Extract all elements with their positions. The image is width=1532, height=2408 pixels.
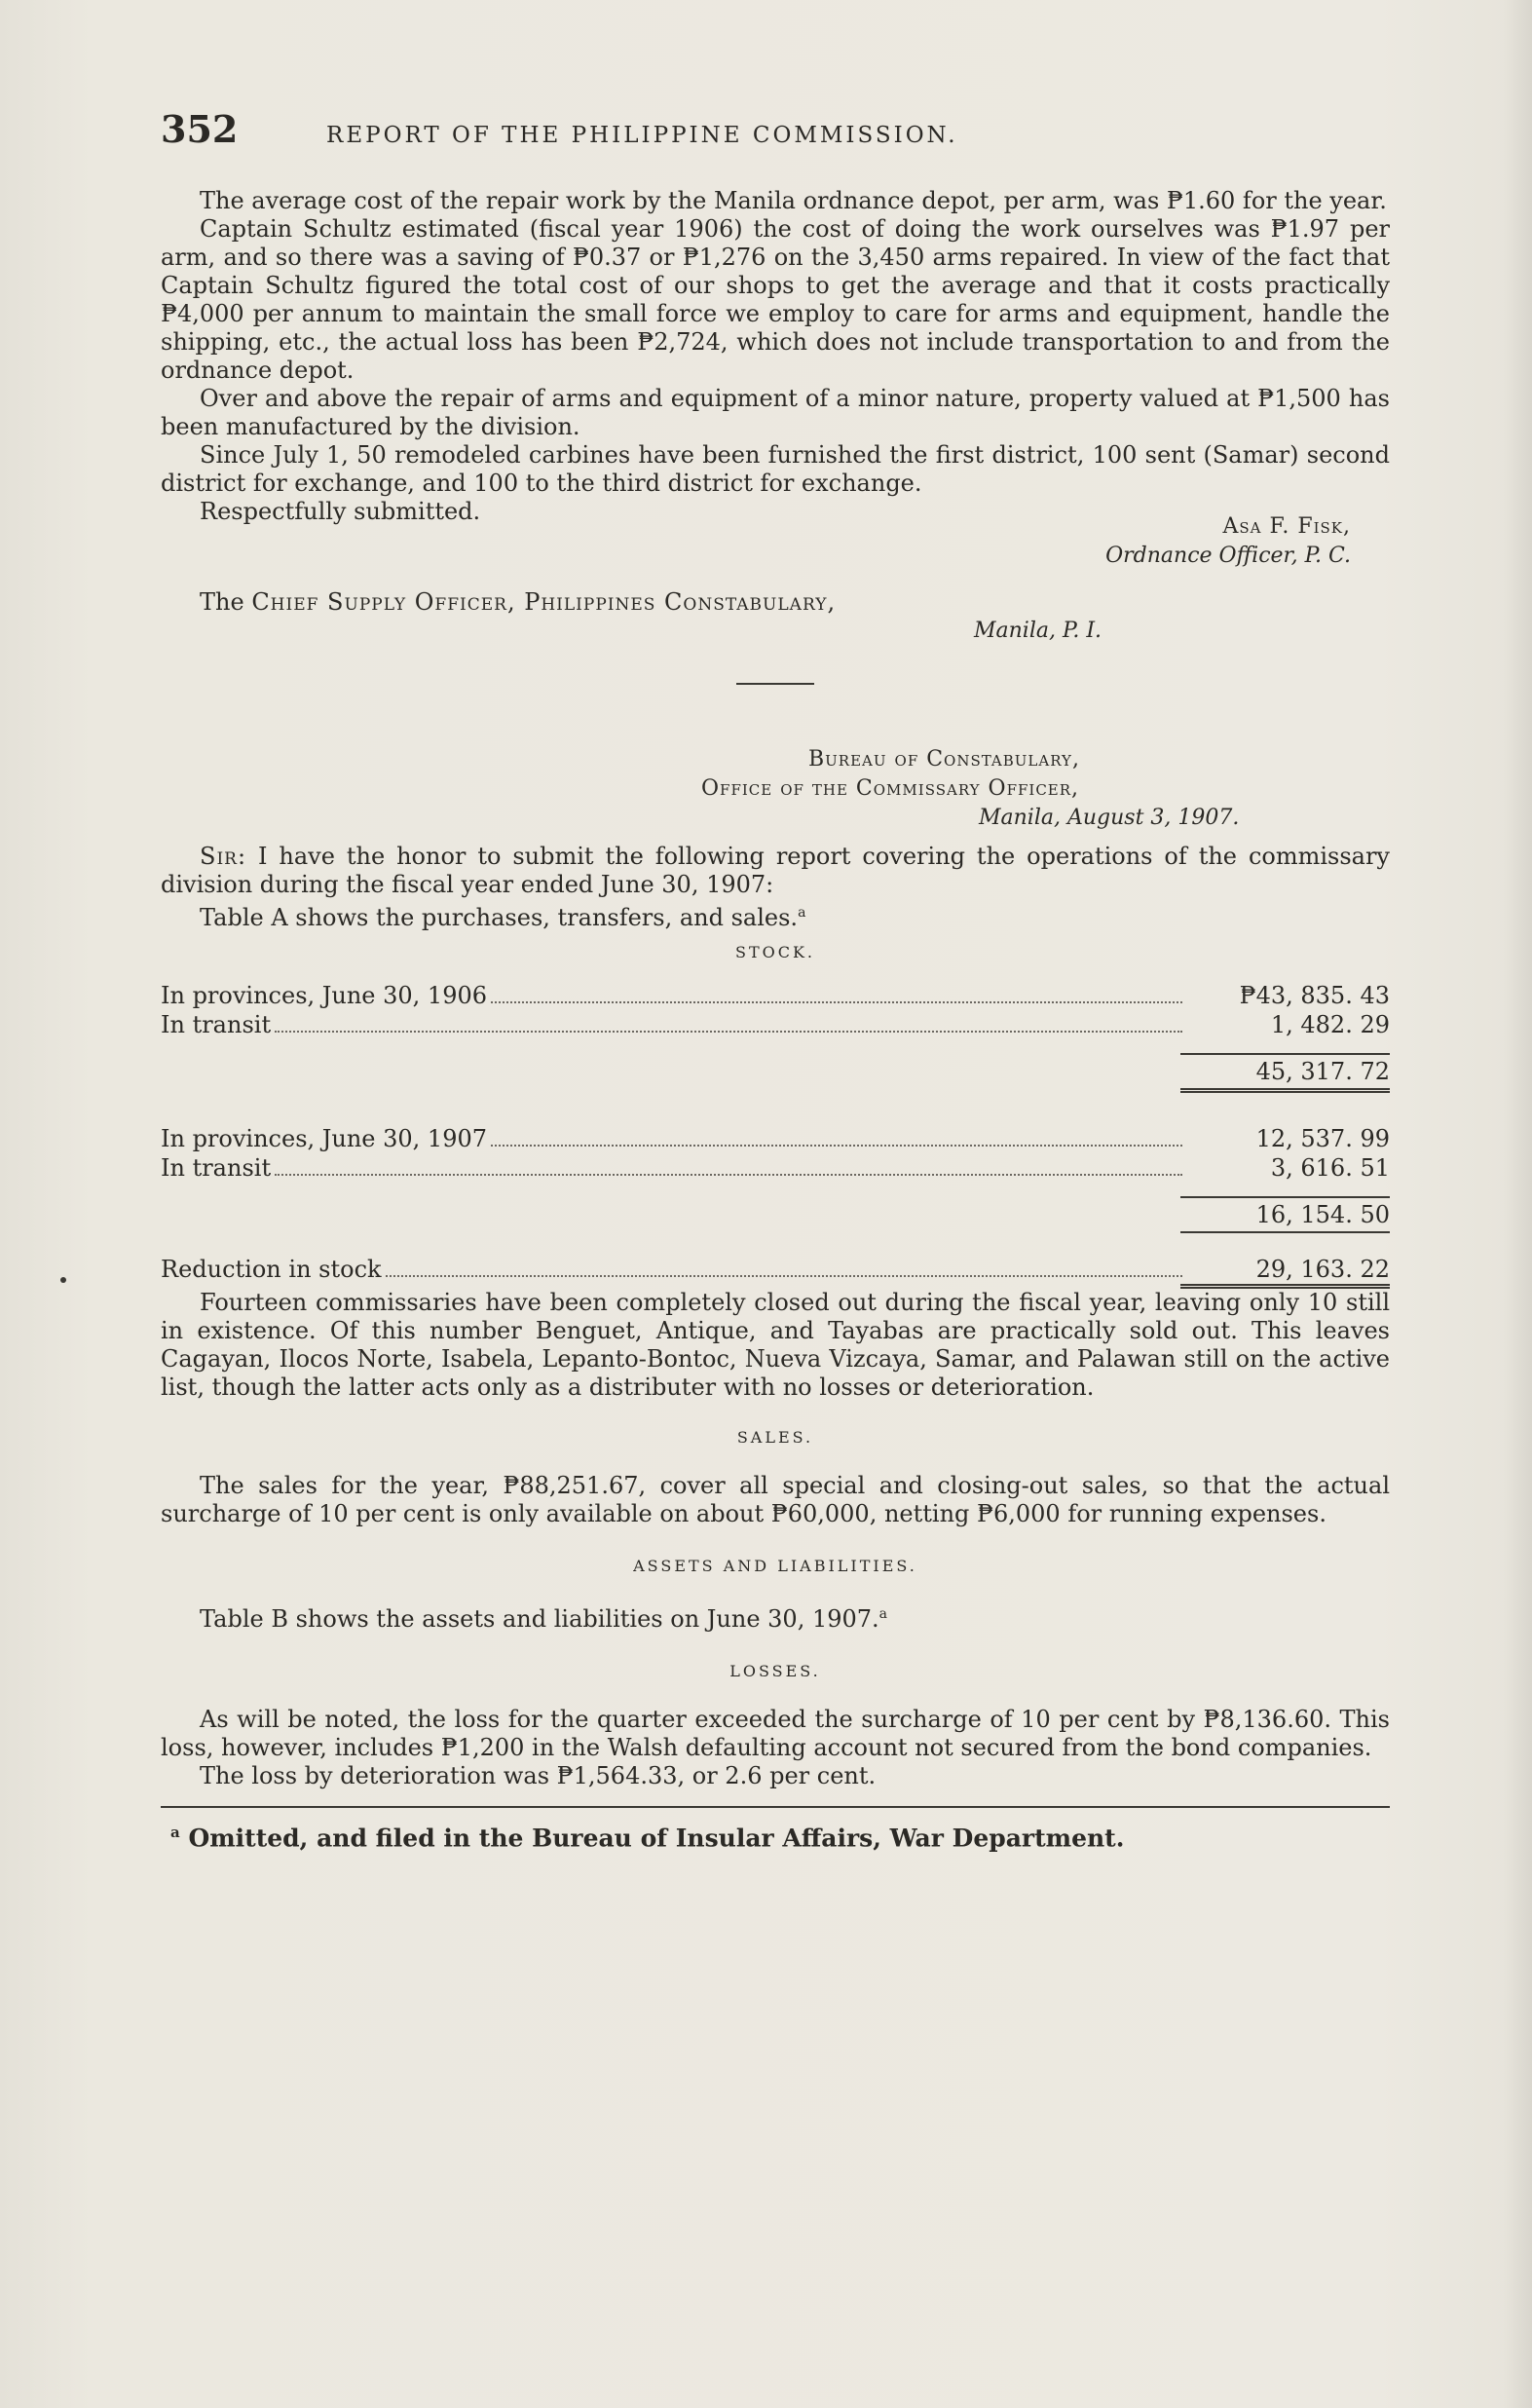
- footnote-marker: a: [170, 1824, 180, 1841]
- leader-dots: [275, 1174, 1182, 1176]
- paragraph-schultz-estimate: Captain Schultz estimated (fiscal year 1906) the cost of doing the work ourselves was ₱1.97 per arm, and so there was a saving of ₱0.37 or ₱1,276 on the 3,450 arms repaired. In view of the fact that Captain Schultz figured the total cost of our shops to get the average and that it costs practically ₱4,000 per annum to maintain the small force we employ to care for arms and equipment, handle the shipping, etc., the actual loss has been ₱2,724, which does not include transportation to and from the ordnance depot.: [161, 215, 1390, 384]
- leader-dots: [491, 1001, 1182, 1003]
- stock-heading: STOCK.: [734, 943, 816, 961]
- paragraph-commissaries: Fourteen commissaries have been completely closed out during the fiscal year, leaving only 10 still in existence. Of this number Benguet, Antique, and Tayabas are practically sold out. This leaves Cagayan, Ilocos Norte, Isabela, Lepanto-Bontoc, Nueva Vizcaya, Samar, and Palawan still on the active list, though the latter acts only as a distributer with no losses or deterioration.: [161, 1289, 1390, 1401]
- addressee-pre: The: [200, 588, 244, 616]
- signer-title: Ordnance Officer, P. C.: [1105, 544, 1351, 568]
- stock-row: [161, 1153, 1390, 1183]
- paragraph-carbines: Since July 1, 50 remodeled carbines have been furnished the first district, 100 sent (Samar) second district for exchange, and 100 to the third district for exchange.: [161, 441, 1390, 497]
- salutation-paragraph: [161, 843, 1390, 899]
- footnote-text: Omitted, and filed in the Bureau of Insular Affairs, War Department.: [188, 1824, 1125, 1853]
- table-a-text: Table A shows the purchases, transfers, and sales.: [200, 904, 799, 931]
- paragraph-deterioration: The loss by deterioration was ₱1,564.33, or 2.6 per cent.: [200, 1762, 877, 1789]
- addressee-line: [161, 588, 1390, 617]
- letter-heading: [161, 745, 1390, 833]
- bureau-line: Bureau of Constabulary,: [808, 747, 1080, 771]
- page-number: 352: [161, 107, 239, 151]
- closing-line: Respectfully submitted.: [200, 498, 481, 525]
- leader-dots: [275, 1031, 1182, 1033]
- footnote-ref: a: [798, 905, 806, 921]
- assets-heading: ASSETS AND LIABILITIES.: [633, 1557, 917, 1575]
- row-amount: 3, 616. 51: [1270, 1154, 1390, 1182]
- addressee: Chief Supply Officer, Philippines Constabulary,: [251, 588, 837, 616]
- running-title: REPORT OF THE PHILIPPINE COMMISSION.: [326, 123, 958, 148]
- paragraph-average-cost: The average cost of the repair work by the Manila ordnance depot, per arm, was ₱1.60 for the year.: [200, 187, 1387, 214]
- page-header: [161, 107, 1390, 166]
- footnote: [161, 1816, 1390, 1855]
- stock-row: [161, 1124, 1390, 1153]
- row-label: In provinces, June 30, 1907: [161, 1125, 488, 1152]
- paragraph-assets: [161, 1600, 1390, 1634]
- row-label: In transit: [161, 1011, 272, 1038]
- signer-name: Asa F. Fisk,: [1222, 514, 1351, 539]
- page-edge-shadow: [1503, 0, 1532, 2408]
- leader-dots: [386, 1275, 1182, 1277]
- paragraph-losses: As will be noted, the loss for the quarter exceeded the surcharge of 10 per cent by ₱8,136.60. This loss, however, includes ₱1,200 in the Walsh defaulting account not secured from the bond companies.: [161, 1706, 1390, 1761]
- table-a-note: [161, 899, 1390, 932]
- row-amount: ₱43, 835. 43: [1239, 982, 1390, 1009]
- footnote-ref: a: [878, 1606, 888, 1622]
- ink-speck: [60, 1277, 66, 1283]
- assets-text: Table B shows the assets and liabilities on June 30, 1907.: [200, 1605, 879, 1633]
- opening-text: I have the honor to submit the following report covering the operations of the commissary division during the fiscal year ended June 30, 1907:: [161, 843, 1390, 898]
- stock-row: [161, 981, 1390, 1010]
- paragraph-manufactured: Over and above the repair of arms and equipment of a minor nature, property valued at ₱1,500 has been manufactured by the division.: [161, 385, 1390, 440]
- reduction-row: [161, 1255, 1390, 1284]
- salutation: Sir:: [200, 843, 247, 870]
- losses-heading: LOSSES.: [729, 1662, 821, 1680]
- place-date-line: Manila, August 3, 1907.: [979, 806, 1240, 830]
- leader-dots: [491, 1145, 1182, 1147]
- row-amount: 29, 163. 22: [1255, 1256, 1390, 1283]
- row-label: In transit: [161, 1154, 272, 1182]
- stock-row: [161, 1010, 1390, 1039]
- stock-total-1906: 45, 317. 72: [1255, 1058, 1390, 1085]
- sales-heading: SALES.: [736, 1428, 814, 1447]
- row-label: In provinces, June 30, 1906: [161, 982, 488, 1009]
- addressee-place: Manila, P. I.: [974, 619, 1102, 643]
- paragraph-sales: The sales for the year, ₱88,251.67, cover all special and closing-out sales, so that the actual surcharge of 10 per cent is only available on about ₱60,000, netting ₱6,000 for running expenses.: [161, 1472, 1390, 1527]
- row-amount: 1, 482. 29: [1270, 1011, 1390, 1038]
- office-line: Office of the Commissary Officer,: [701, 776, 1080, 801]
- double-rule: [1180, 1088, 1390, 1093]
- text-column: [161, 107, 1390, 1855]
- row-amount: 12, 537. 99: [1255, 1125, 1390, 1152]
- stock-table: [161, 981, 1390, 1289]
- row-label: Reduction in stock: [161, 1256, 382, 1283]
- stock-total-1907: 16, 154. 50: [1255, 1201, 1390, 1228]
- sum-rule: [1180, 1231, 1390, 1233]
